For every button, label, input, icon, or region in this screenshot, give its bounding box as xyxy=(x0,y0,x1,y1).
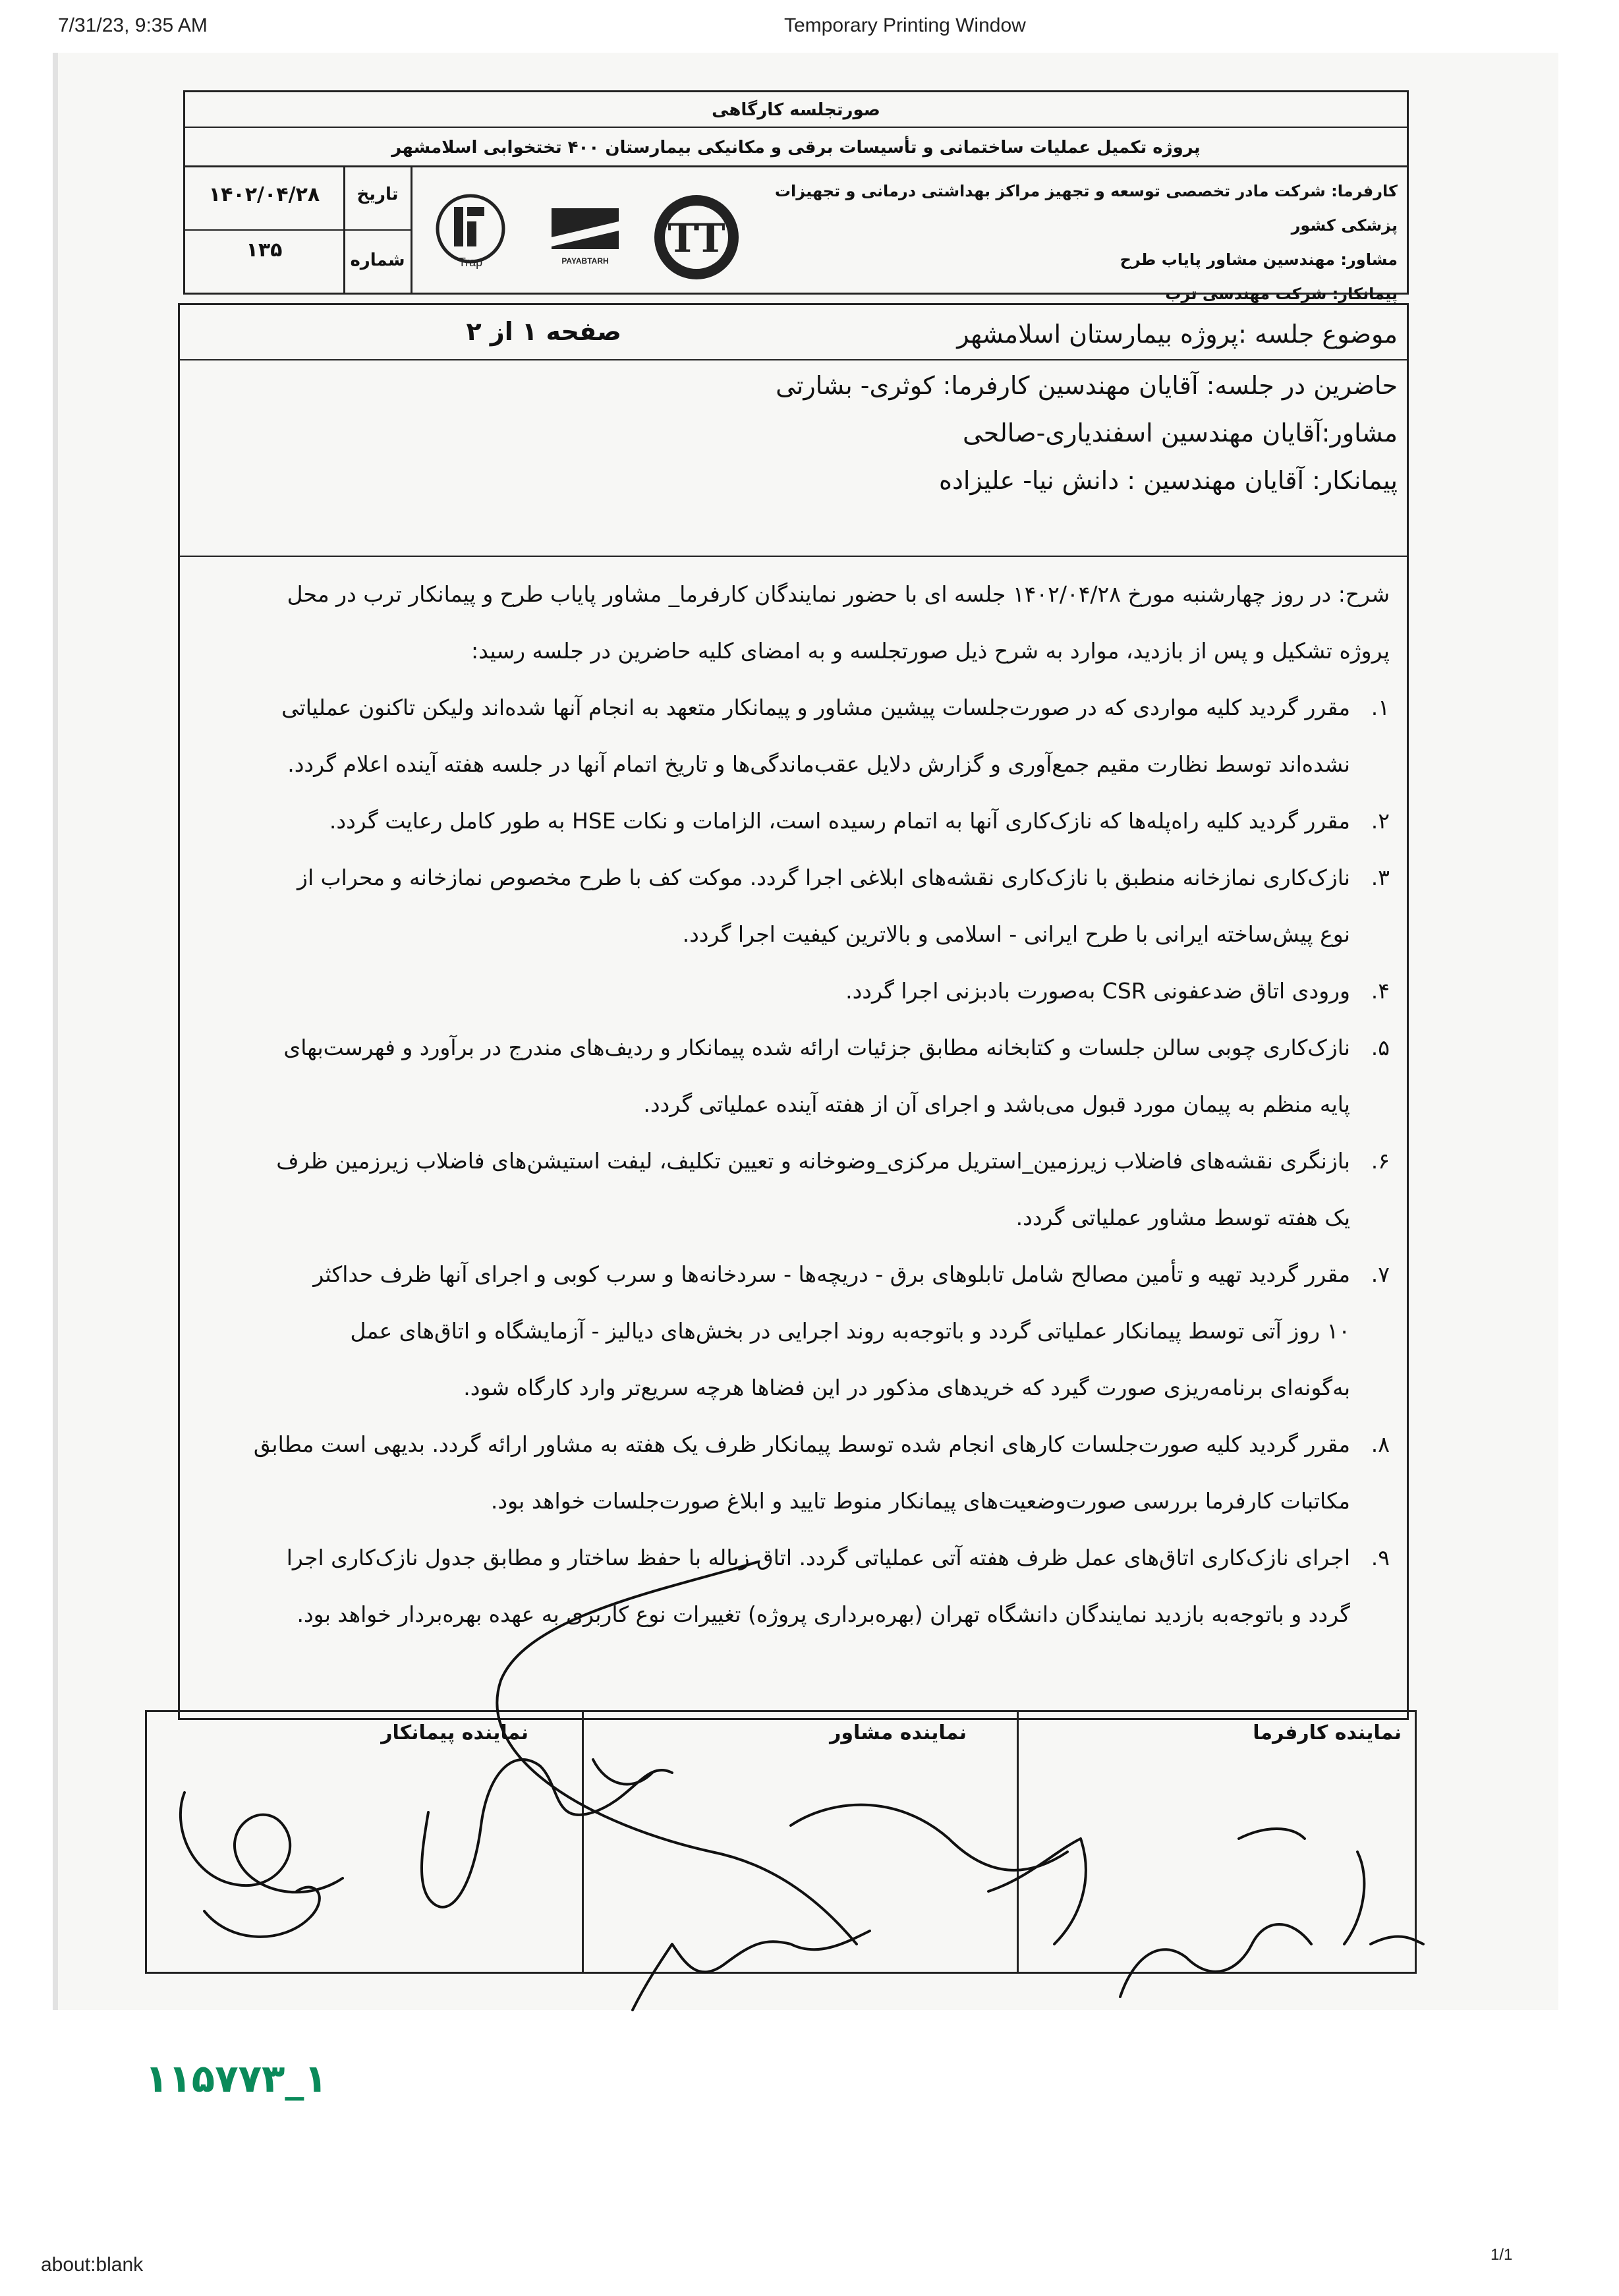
print-datetime: 7/31/23, 9:35 AM xyxy=(58,14,208,36)
intro-line: پروژه تشکیل و پس از بازدید، موارد به شرح ذیل صورتجلسه و به امضای کلیه حاضرین در جلسه رسید: xyxy=(471,638,1390,664)
list-item xyxy=(204,963,1390,1019)
item-number: ۹. xyxy=(1371,1545,1390,1570)
item-line: بازنگری نقشه‌های فاضلاب زیرزمین_استریل مرکزی_وضوخانه و تعیین تکلیف، لیفت استیشن‌های فاضلاب زیرزمین ظرف xyxy=(276,1148,1350,1174)
window-title: Temporary Printing Window xyxy=(784,14,1026,36)
item-number: ۲. xyxy=(1371,808,1390,834)
item-line: مقرر گردید کلیه راه‌پله‌ها که نازک‌کاری آنها به اتمام رسیده است، الزامات و نکات HSE به طور کامل رعایت گردد. xyxy=(329,808,1350,834)
item-line: گردد و باتوجه‌به بازدید نمایندگان دانشگاه تهران (بهره‌برداری پروژه) تغییرات نوع کاربری به عهده بهره‌بردار خواهد بود. xyxy=(297,1601,1350,1627)
item-line: اجرای نازک‌کاری اتاق‌های عمل ظرف هفته آتی عملیاتی گردد. اتاق زباله با حفظ ساختار و مطابق جدول نازک‌کاری اجرا xyxy=(286,1545,1350,1570)
item-line: به‌گونه‌ای برنامه‌ریزی صورت گیرد که خریدهای مذکور در این فضاها هرچه سریع‌تر وارد کارگاه شود. xyxy=(463,1375,1350,1400)
item-line: ۱۰ روز آتی توسط پیمانکار عملیاتی گردد و باتوجه‌به روند اجرایی در بخش‌های دیالیز - آزمایشگاه و اتاق‌های عمل xyxy=(350,1318,1350,1344)
item-line: پایه منظم به پیمان مورد قبول می‌باشد و اجرای آن از هفته آینده عملیاتی گردد. xyxy=(643,1091,1350,1117)
page-label: صفحه ۱ از ۲ xyxy=(466,317,621,346)
list-item xyxy=(204,1019,1390,1133)
consultant-sign-label: نماینده مشاور xyxy=(830,1721,967,1744)
item-number: ۳. xyxy=(1371,865,1390,890)
item-line: مقرر گردید کلیه مواردی که در صورت‌جلسات پیشین مشاور و پیمانکار متعهد به انجام آنها شده‌اند ولیکن تاکنون عملیاتی xyxy=(281,695,1350,720)
item-line: یک هفته توسط مشاور عملیاتی گردد. xyxy=(1015,1205,1350,1230)
item-line: ورودی اتاق ضدعفونی CSR به‌صورت بادبزنی اجرا گردد. xyxy=(845,978,1350,1004)
signature-stroke xyxy=(1120,1924,1311,1997)
list-item xyxy=(204,1246,1390,1416)
signature-stroke xyxy=(791,1805,1067,1870)
signature-stroke xyxy=(497,1562,857,1944)
item-number: ۱. xyxy=(1371,695,1390,720)
signature-stroke xyxy=(204,1887,320,1937)
consultant-line: مشاور: مهندسین مشاور پایاب طرح xyxy=(1120,250,1398,269)
signature-stroke xyxy=(181,1793,343,1892)
payabtarh-logo-text: PAYABTARH xyxy=(561,256,609,266)
attendees-line: حاضرین در جلسه: آقایان مهندسین کارفرما: کوثری- بشارتی xyxy=(776,371,1398,400)
list-item xyxy=(204,679,1390,793)
item-line: نازک‌کاری نمازخانه منطبق با نازک‌کاری نقشه‌های ابلاغی اجرا گردد. موکت کف با طرح مخصوص نمازخانه و محراب از xyxy=(297,865,1350,890)
employer-line: کارفرما: شرکت مادر تخصصی توسعه و تجهیز مراکز بهداشتی درمانی و تجهیزات پزشکی کشور xyxy=(774,182,1398,235)
trap-logo xyxy=(434,192,507,272)
date-label: تاریخ xyxy=(356,185,399,204)
header-parties xyxy=(739,174,1398,311)
contractor-line: پیمانکار: شرکت مهندسی ترب xyxy=(1165,285,1398,303)
header-title: صورتجلسه کارگاهی xyxy=(185,92,1407,128)
handwritten-signatures xyxy=(132,1483,1450,2023)
cell-divider xyxy=(411,167,412,295)
list-item xyxy=(204,1133,1390,1246)
item-number: ۶. xyxy=(1371,1148,1390,1174)
signature-stroke xyxy=(593,1760,652,1784)
item-line: مقرر گردید تهیه و تأمین مصالح شامل تابلوهای برق - دریچه‌ها - سردخانه‌ها و سرب کوبی و اجرای آنها ظرف حداکثر xyxy=(313,1261,1350,1287)
signature-stroke xyxy=(633,1931,870,2010)
item-number: ۴. xyxy=(1371,978,1390,1004)
header-project: پروژه تکمیل عملیات ساختمانی و تأسیسات برقی و مکانیکی بیمارستان ۴۰۰ تختخوابی اسلامشهر xyxy=(185,128,1407,167)
number-label: شماره xyxy=(350,250,405,270)
intro-line: شرح: در روز چهارشنبه مورخ ۱۴۰۲/۰۴/۲۸ جلسه ای با حضور نمایندگان کارفرما_ مشاور پایاب طرح و پیمانکار ترب در محل xyxy=(287,581,1390,607)
item-line: نشده‌اند توسط نظارت مقیم جمع‌آوری و گزارش دلایل عقب‌ماندگی‌ها و تاریخ اتمام آنها در جلسه هفته آینده اعلام گردد. xyxy=(287,751,1350,777)
ministry-logo-text: TT xyxy=(667,215,725,262)
scan-edge xyxy=(53,53,58,2010)
trap-logo-text: Trap xyxy=(458,256,483,269)
item-number: ۵. xyxy=(1371,1035,1390,1060)
item-line: مقرر گردید کلیه صورت‌جلسات کارهای انجام شده توسط پیمانکار ظرف یک هفته به مشاور ارائه گردد. بدیهی است مطابق xyxy=(253,1431,1350,1457)
page-url: about:blank xyxy=(41,2254,144,2276)
list-item xyxy=(204,793,1390,849)
item-line: مکاتبات کارفرما بررسی صورت‌وضعیت‌های پیمانکار منوط تایید و ابلاغ صورت‌جلسات خواهد بود. xyxy=(490,1488,1350,1514)
item-number: ۷. xyxy=(1371,1261,1390,1287)
list-item xyxy=(204,849,1390,963)
date-value: ۱۴۰۲/۰۴/۲۸ xyxy=(208,183,320,206)
consultant-attendees: مشاور:آقایان مهندسین اسفندیاری-صالحی xyxy=(963,418,1398,447)
subject: پروژه بیمارستان اسلامشهر xyxy=(957,320,1239,349)
signature-stroke xyxy=(1371,1936,1423,1944)
meeting-body xyxy=(204,566,1390,1643)
cell-divider xyxy=(185,229,411,231)
employer-sign-label: نماینده کارفرما xyxy=(1253,1721,1402,1744)
signature-stroke xyxy=(988,1839,1086,1944)
page-count: 1/1 xyxy=(1491,2246,1513,2264)
subject-row xyxy=(541,320,1398,349)
number-value: ۱۳۵ xyxy=(246,239,283,262)
item-number: ۸. xyxy=(1371,1431,1390,1457)
contractor-sign-label: نماینده پیمانکار xyxy=(381,1721,528,1744)
contractor-attendees: پیمانکار: آقایان مهندسین : دانش نیا- علیزاده xyxy=(939,466,1398,495)
item-line: نوع پیش‌ساخته ایرانی با طرح ایرانی - اسلامی و بالاترین کیفیت اجرا گردد. xyxy=(682,921,1350,947)
ministry-logo xyxy=(650,191,743,283)
item-line: نازک‌کاری چوبی سالن جلسات و کتابخانه مطابق جزئیات ارائه شده پیمانکار و ردیف‌های مندرج در برآورد و فهرست‌بهای xyxy=(283,1035,1350,1060)
subject-label: موضوع جلسه : xyxy=(1238,320,1398,349)
header-table xyxy=(183,90,1409,303)
attendees-divider xyxy=(180,556,1407,557)
reference-stamp: ۱۱۵۷۷۳_۱ xyxy=(145,2056,327,2101)
subject-divider xyxy=(180,359,1407,360)
signature-stroke xyxy=(1239,1829,1364,1944)
payabtarh-logo xyxy=(549,204,621,277)
